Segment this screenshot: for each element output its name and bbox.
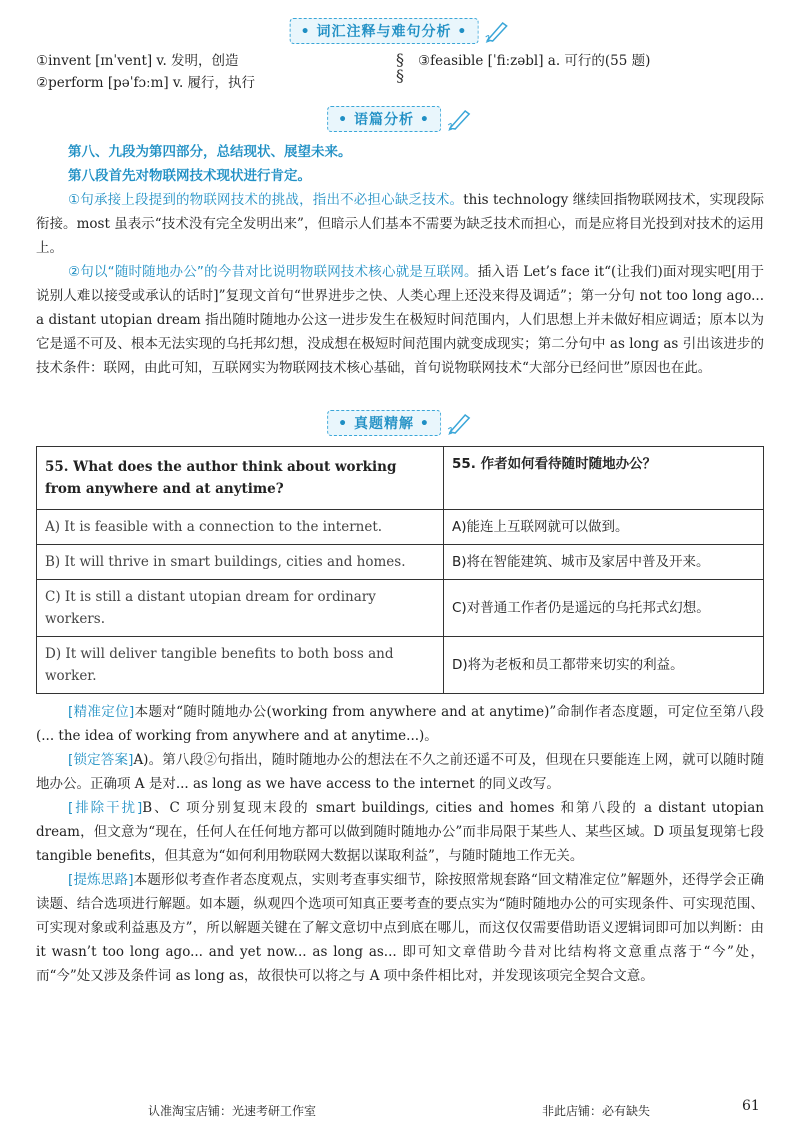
tag-answer: [锁定答案] xyxy=(68,752,134,768)
option-row-c xyxy=(37,580,764,637)
section-title-vocab: 词汇注释与难句分析 xyxy=(316,24,452,40)
vocab-block xyxy=(36,50,764,98)
tag-exclude: [排除干扰] xyxy=(68,800,143,816)
page-number: 61 xyxy=(742,1098,760,1114)
discourse-heading-1: 第八、九段为第四部分，总结现状、展望未来。 xyxy=(68,144,352,160)
tag-locate: [精准定位] xyxy=(68,704,135,720)
explanation-exclude: [排除干扰]B、C 项分别复现末段的 smart buildings, cities and homes 和第八段的 a distant utopian dream，但文意为“现在，任何人在任何地方都可以做到随时随地办公”而非局限于某些人、某些区域。D 项虽复现第七段 tangible benefits，但其意为“如何利用物联网大数据以谋取利益”，与随时随地工作无关。 xyxy=(36,800,764,864)
option-a-zh: A)能连上互联网就可以做到。 xyxy=(444,510,764,545)
section-title-exam: 真题精解 xyxy=(354,416,414,432)
option-d-en: D) It will deliver tangible benefits to both boss and worker. xyxy=(37,637,444,694)
option-d-zh: D)将为老板和员工都带来切实的利益。 xyxy=(444,637,764,694)
explanation-block xyxy=(36,700,764,988)
explanation-tip: [提炼思路]本题形似考查作者态度观点，实则考查事实细节，除按照常规套路“回文精准定位”解题外，还得学会正确读题、结合选项进行解题。如本题，纵观四个选项可知真正要考查的要点实为“随时随地办公的可实现条件、可实现范围、可实现对象或利益惠及方”，所以解题关键在了解文意切中点到底在哪儿，而这仅仅需要借助语义逻辑词即可加以判断：由 it wasn’t too long ago... and yet now... as long as... 即可知文章借助今昔对比结构将文意重点落于“今”处，而“今”处又涉及条件词 as long as，故很快可以将之与 A 项中条件相比对，并发现该项完全契合文意。 xyxy=(36,872,764,984)
section-banner-discourse: • 语篇分析 • xyxy=(327,106,473,132)
vocab-item-invent: ①invent [ɪnˈvent] v. 发明，创造 xyxy=(36,53,239,69)
option-c-zh: C)对普通工作者仍是遥远的乌托邦式幻想。 xyxy=(444,580,764,637)
section-banner-vocab: • 词汇注释与难句分析 • xyxy=(290,18,511,44)
tag-tip: [提炼思路] xyxy=(68,872,134,888)
question-stem-en: 55. What does the author think about working from anywhere and at anytime? xyxy=(37,447,444,510)
option-b-en: B) It will thrive in smart buildings, cities and homes. xyxy=(37,545,444,580)
option-row-d xyxy=(37,637,764,694)
discourse-analysis xyxy=(36,140,764,380)
option-row-a xyxy=(37,510,764,545)
pen-icon xyxy=(447,107,473,131)
vocab-item-feasible: ③feasible [ˈfiːzəbl] a. 可行的(55 题) xyxy=(418,53,651,69)
option-b-zh: B)将在智能建筑、城市及家居中普及开来。 xyxy=(444,545,764,580)
footer-left-text: 认准淘宝店铺：光速考研工作室 xyxy=(148,1104,317,1118)
option-a-en: A) It is feasible with a connection to the internet. xyxy=(37,510,444,545)
discourse-paragraph-2: ②句以“随时随地办公”的今昔对比说明物联网技术核心就是互联网。插入语 Let’s face it“(让我们)面对现实吧[用于说别人难以接受或承认的话时]”复现文首句“世界进步之快、人类心理上还没来得及调适”；第一分句 not too long ago... a distant utopian dream 指出随时随地办公这一进步发生在极短时间范围内，人们思想上并未做好相应调适；原本以为它是遥不可及、根本无法实现的乌托邦幻想，没成想在极短时间范围内就变成现实；第二分句中 as long as 引出该进步的技术条件：联网，由此可知，互联网实为物联网技术核心基础，首句说物联网技术“大部分已经问世”原因也在此。 xyxy=(36,264,764,376)
pen-icon xyxy=(484,19,510,43)
explanation-locate: [精准定位]本题对“随时随地办公(working from anywhere and at anytime)”命制作者态度题，可定位至第八段(... the idea of working from anywhere and at anytime...)。 xyxy=(36,704,764,744)
section-banner-exam: • 真题精解 • xyxy=(327,410,473,436)
vocab-divider-icon: § § xyxy=(396,50,404,85)
explanation-answer: [锁定答案]A)。第八段②句指出，随时随地办公的想法在不久之前还遥不可及，但现在只要能连上网，就可以随时随地办公。正确项 A 是对... as long as we have access to the internet 的同义改写。 xyxy=(36,752,764,792)
pen-icon xyxy=(447,411,473,435)
discourse-paragraph-1: ①句承接上段提到的物联网技术的挑战，指出不必担心缺乏技术。this technology 继续回指物联网技术，实现段际衔接。most 虽表示“技术没有完全发明出来”，但暗示人们基本不需要为缺乏技术而担心，而是应将目光投到对技术的运用上。 xyxy=(36,192,764,256)
section-title-discourse: 语篇分析 xyxy=(354,112,414,128)
footer-right-text: 非此店铺：必有缺失 xyxy=(542,1104,651,1118)
vocab-item-perform: ②perform [pəˈfɔːm] v. 履行，执行 xyxy=(36,75,256,91)
discourse-heading-2: 第八段首先对物联网技术现状进行肯定。 xyxy=(68,168,311,184)
option-c-en: C) It is still a distant utopian dream for ordinary workers. xyxy=(37,580,444,637)
option-row-b xyxy=(37,545,764,580)
question-table xyxy=(36,446,764,694)
question-stem-row xyxy=(37,447,764,510)
question-stem-zh: 55. 作者如何看待随时随地办公？ xyxy=(444,447,764,510)
